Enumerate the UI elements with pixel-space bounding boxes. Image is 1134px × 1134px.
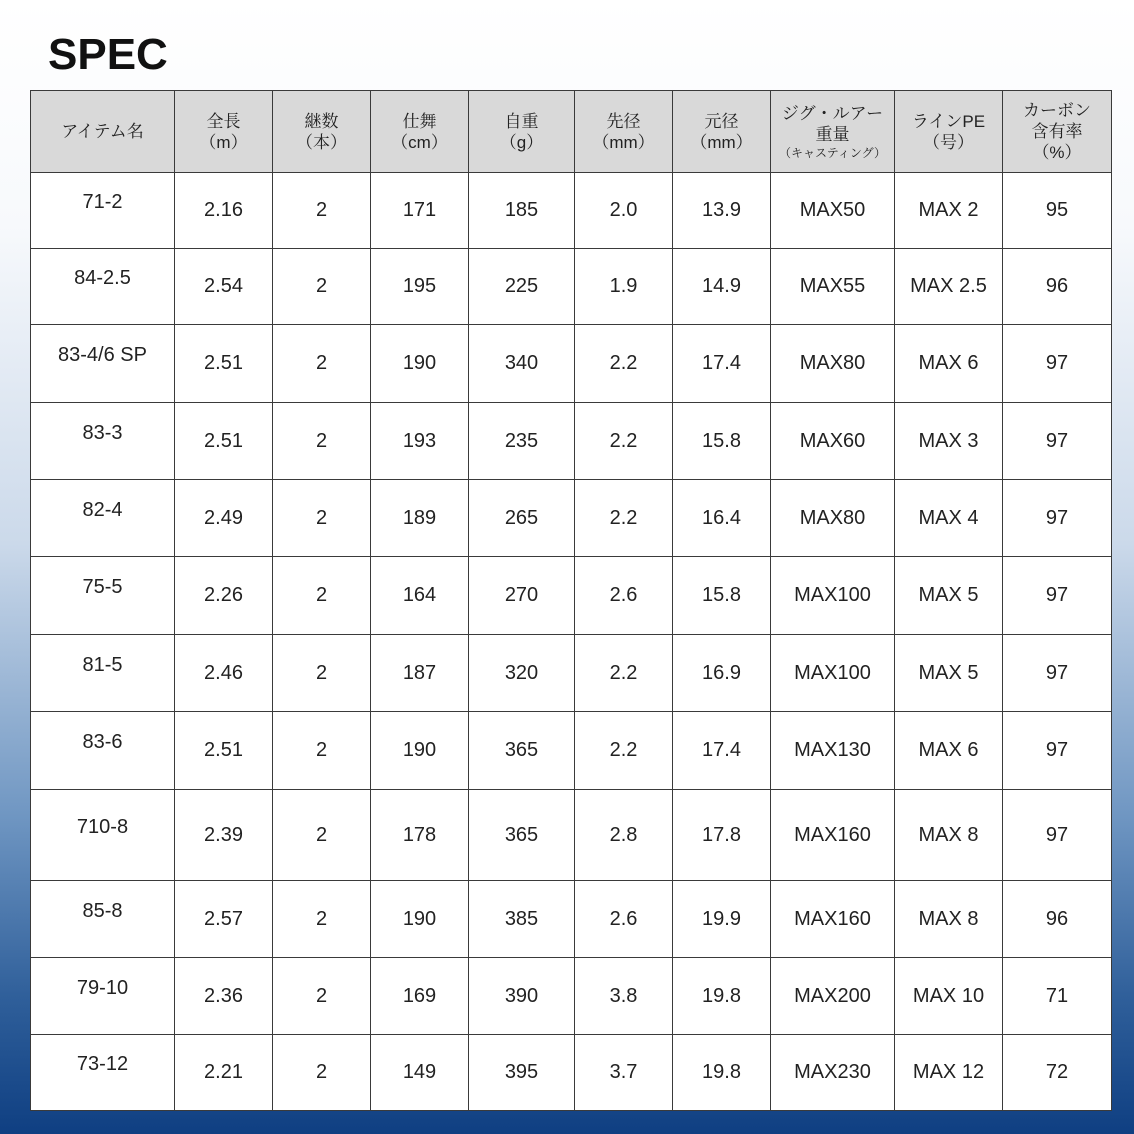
table-row — [31, 958, 1112, 1035]
cell-line-pe: MAX 2 — [895, 173, 1003, 249]
cell-carbon: 71 — [1003, 958, 1112, 1035]
cell-item: 710-8 — [31, 790, 175, 881]
cell-closed-length: 190 — [371, 712, 469, 790]
cell-line-pe: MAX 4 — [895, 480, 1003, 557]
cell-pieces: 2 — [273, 712, 371, 790]
cell-line-pe: MAX 5 — [895, 557, 1003, 635]
cell-item: 79-10 — [31, 958, 175, 1035]
cell-length: 2.16 — [175, 173, 273, 249]
cell-line-pe: MAX 6 — [895, 712, 1003, 790]
cell-weight: 320 — [469, 635, 575, 712]
cell-butt-diameter: 13.9 — [673, 173, 771, 249]
cell-lure-weight: MAX160 — [771, 881, 895, 958]
cell-pieces: 2 — [273, 958, 371, 1035]
table-row — [31, 712, 1112, 790]
cell-length: 2.51 — [175, 403, 273, 480]
table-row — [31, 635, 1112, 712]
cell-item: 83-4/6 SP — [31, 325, 175, 403]
cell-weight: 395 — [469, 1035, 575, 1111]
cell-item: 73-12 — [31, 1035, 175, 1111]
cell-pieces: 2 — [273, 1035, 371, 1111]
header-lure-weight: ジグ・ルアー 重量 （キャスティング） — [771, 91, 895, 173]
cell-butt-diameter: 16.4 — [673, 480, 771, 557]
cell-line-pe: MAX 8 — [895, 790, 1003, 881]
cell-line-pe: MAX 10 — [895, 958, 1003, 1035]
cell-weight: 365 — [469, 712, 575, 790]
cell-tip-diameter: 2.2 — [575, 403, 673, 480]
cell-length: 2.36 — [175, 958, 273, 1035]
cell-carbon: 97 — [1003, 635, 1112, 712]
cell-tip-diameter: 1.9 — [575, 249, 673, 325]
cell-weight: 340 — [469, 325, 575, 403]
cell-item: 71-2 — [31, 173, 175, 249]
cell-weight: 235 — [469, 403, 575, 480]
cell-closed-length: 164 — [371, 557, 469, 635]
cell-tip-diameter: 3.8 — [575, 958, 673, 1035]
cell-butt-diameter: 15.8 — [673, 557, 771, 635]
cell-line-pe: MAX 8 — [895, 881, 1003, 958]
header-weight: 自重 （g） — [469, 91, 575, 173]
cell-lure-weight: MAX60 — [771, 403, 895, 480]
table-row — [31, 881, 1112, 958]
cell-pieces: 2 — [273, 480, 371, 557]
cell-pieces: 2 — [273, 790, 371, 881]
header-tip-diameter: 先径 （mm） — [575, 91, 673, 173]
cell-closed-length: 149 — [371, 1035, 469, 1111]
cell-lure-weight: MAX100 — [771, 635, 895, 712]
cell-butt-diameter: 17.4 — [673, 325, 771, 403]
cell-length: 2.54 — [175, 249, 273, 325]
cell-butt-diameter: 17.8 — [673, 790, 771, 881]
cell-tip-diameter: 2.0 — [575, 173, 673, 249]
table-row — [31, 173, 1112, 249]
cell-lure-weight: MAX230 — [771, 1035, 895, 1111]
header-line-pe: ラインPE （号） — [895, 91, 1003, 173]
header-pieces: 継数 （本） — [273, 91, 371, 173]
cell-lure-weight: MAX55 — [771, 249, 895, 325]
cell-pieces: 2 — [273, 173, 371, 249]
cell-tip-diameter: 2.2 — [575, 712, 673, 790]
cell-carbon: 97 — [1003, 325, 1112, 403]
cell-pieces: 2 — [273, 635, 371, 712]
cell-weight: 265 — [469, 480, 575, 557]
cell-closed-length: 171 — [371, 173, 469, 249]
cell-weight: 270 — [469, 557, 575, 635]
header-length: 全長 （m） — [175, 91, 273, 173]
cell-weight: 390 — [469, 958, 575, 1035]
table-row — [31, 790, 1112, 881]
cell-pieces: 2 — [273, 557, 371, 635]
cell-pieces: 2 — [273, 325, 371, 403]
cell-weight: 365 — [469, 790, 575, 881]
cell-tip-diameter: 2.2 — [575, 480, 673, 557]
table-row — [31, 557, 1112, 635]
cell-weight: 385 — [469, 881, 575, 958]
cell-line-pe: MAX 6 — [895, 325, 1003, 403]
cell-item: 81-5 — [31, 635, 175, 712]
cell-length: 2.46 — [175, 635, 273, 712]
cell-line-pe: MAX 3 — [895, 403, 1003, 480]
cell-pieces: 2 — [273, 403, 371, 480]
table-row — [31, 1035, 1112, 1111]
cell-line-pe: MAX 2.5 — [895, 249, 1003, 325]
cell-tip-diameter: 3.7 — [575, 1035, 673, 1111]
table-row — [31, 249, 1112, 325]
table-row — [31, 325, 1112, 403]
cell-closed-length: 169 — [371, 958, 469, 1035]
cell-closed-length: 189 — [371, 480, 469, 557]
cell-closed-length: 195 — [371, 249, 469, 325]
cell-lure-weight: MAX130 — [771, 712, 895, 790]
cell-tip-diameter: 2.6 — [575, 881, 673, 958]
table-row — [31, 480, 1112, 557]
cell-carbon: 72 — [1003, 1035, 1112, 1111]
cell-carbon: 96 — [1003, 881, 1112, 958]
cell-carbon: 97 — [1003, 790, 1112, 881]
cell-closed-length: 190 — [371, 881, 469, 958]
cell-lure-weight: MAX80 — [771, 480, 895, 557]
table-header-row — [31, 91, 1112, 173]
cell-tip-diameter: 2.6 — [575, 557, 673, 635]
cell-item: 85-8 — [31, 881, 175, 958]
cell-item: 82-4 — [31, 480, 175, 557]
cell-pieces: 2 — [273, 881, 371, 958]
cell-butt-diameter: 15.8 — [673, 403, 771, 480]
cell-carbon: 95 — [1003, 173, 1112, 249]
cell-butt-diameter: 17.4 — [673, 712, 771, 790]
cell-carbon: 96 — [1003, 249, 1112, 325]
cell-length: 2.57 — [175, 881, 273, 958]
cell-tip-diameter: 2.2 — [575, 325, 673, 403]
cell-item: 84-2.5 — [31, 249, 175, 325]
header-item: アイテム名 — [31, 91, 175, 173]
cell-length: 2.21 — [175, 1035, 273, 1111]
cell-butt-diameter: 14.9 — [673, 249, 771, 325]
spec-table — [30, 90, 1112, 1111]
header-carbon: カーボン 含有率 （%） — [1003, 91, 1112, 173]
cell-tip-diameter: 2.8 — [575, 790, 673, 881]
page-title: SPEC — [48, 30, 168, 79]
cell-item: 75-5 — [31, 557, 175, 635]
table-row — [31, 403, 1112, 480]
cell-lure-weight: MAX200 — [771, 958, 895, 1035]
cell-carbon: 97 — [1003, 480, 1112, 557]
cell-line-pe: MAX 12 — [895, 1035, 1003, 1111]
cell-butt-diameter: 16.9 — [673, 635, 771, 712]
cell-butt-diameter: 19.8 — [673, 1035, 771, 1111]
cell-carbon: 97 — [1003, 403, 1112, 480]
cell-carbon: 97 — [1003, 712, 1112, 790]
cell-closed-length: 193 — [371, 403, 469, 480]
cell-butt-diameter: 19.8 — [673, 958, 771, 1035]
cell-line-pe: MAX 5 — [895, 635, 1003, 712]
cell-closed-length: 190 — [371, 325, 469, 403]
cell-butt-diameter: 19.9 — [673, 881, 771, 958]
cell-length: 2.26 — [175, 557, 273, 635]
cell-weight: 225 — [469, 249, 575, 325]
cell-item: 83-3 — [31, 403, 175, 480]
cell-pieces: 2 — [273, 249, 371, 325]
cell-length: 2.51 — [175, 712, 273, 790]
cell-closed-length: 187 — [371, 635, 469, 712]
cell-length: 2.51 — [175, 325, 273, 403]
header-closed-length: 仕舞 （cm） — [371, 91, 469, 173]
cell-closed-length: 178 — [371, 790, 469, 881]
cell-tip-diameter: 2.2 — [575, 635, 673, 712]
cell-lure-weight: MAX50 — [771, 173, 895, 249]
cell-lure-weight: MAX160 — [771, 790, 895, 881]
cell-lure-weight: MAX80 — [771, 325, 895, 403]
cell-lure-weight: MAX100 — [771, 557, 895, 635]
header-butt-diameter: 元径 （mm） — [673, 91, 771, 173]
cell-length: 2.49 — [175, 480, 273, 557]
cell-item: 83-6 — [31, 712, 175, 790]
table-body — [31, 173, 1112, 1111]
cell-length: 2.39 — [175, 790, 273, 881]
cell-weight: 185 — [469, 173, 575, 249]
cell-carbon: 97 — [1003, 557, 1112, 635]
